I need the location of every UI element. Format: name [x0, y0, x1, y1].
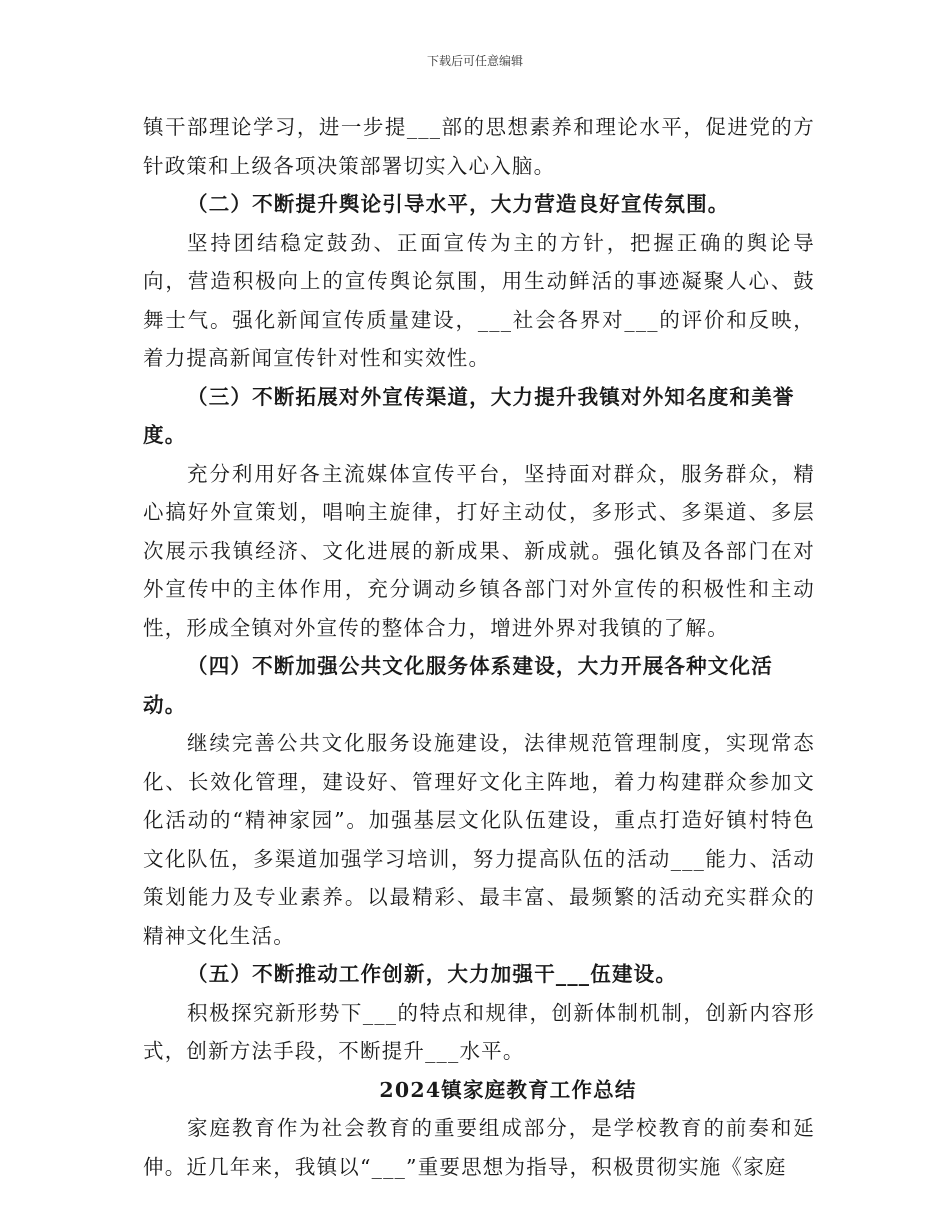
document-body — [143, 108, 815, 1186]
section-heading-2: （二）不断提升舆论引导水平，大力营造良好宣传氛围。 — [187, 192, 730, 216]
paragraph: 家庭教育作为社会教育的重要组成部分，是学校教育的前奏和延伸。近几年来，我镇以“___”重要思想为指导，积极贯彻实施《家庭 — [143, 1116, 815, 1179]
section-heading-5: （五）不断推动工作创新，大力加强干___伍建设。 — [187, 962, 678, 986]
paragraph: 继续完善公共文化服务设施建设，法律规范管理制度，实现常态化、长效化管理，建设好、管理好文化主阵地，着力构建群众参加文化活动的“精神家园”。加强基层文化队伍建设，重点打造好镇村特色文化队伍，多渠道加强学习培训，努力提高队伍的活动___能力、活动策划能力及专业素养。以最精彩、最丰富、最频繁的活动充实群众的精神文化生活。 — [143, 731, 815, 948]
paragraph: 坚持团结稳定鼓劲、正面宣传为主的方针，把握正确的舆论导向，营造积极向上的宣传舆论氛围，用生动鲜活的事迹凝聚人心、鼓舞士气。强化新闻宣传质量建设，___社会各界对___的评价和反映，着力提高新闻宣传针对性和实效性。 — [143, 230, 815, 370]
section-heading-3: （三）不断拓展对外宣传渠道，大力提升我镇对外知名度和美誉度。 — [143, 384, 795, 447]
document-title: 2024镇家庭教育工作总结 — [379, 1077, 637, 1102]
paragraph: 镇干部理论学习，进一步提___部的思想素养和理论水平，促进党的方针政策和上级各项决策部署切实入心入脑。 — [143, 115, 815, 178]
page-header: 下载后可任意编辑 — [426, 54, 523, 68]
paragraph: 充分利用好各主流媒体宣传平台，坚持面对群众，服务群众，精心搞好外宣策划，唱响主旋律，打好主动仗，多形式、多渠道、多层次展示我镇经济、文化进展的新成果、新成就。强化镇及各部门在对外宣传中的主体作用，充分调动乡镇各部门对外宣传的积极性和主动性，形成全镇对外宣传的整体合力，增进外界对我镇的了解。 — [143, 461, 815, 640]
paragraph: 积极探究新形势下___的特点和规律，创新体制机制，创新内容形式，创新方法手段，不断提升___水平。 — [143, 1000, 815, 1063]
section-heading-4: （四）不断加强公共文化服务体系建设，大力开展各种文化活动。 — [143, 654, 773, 717]
